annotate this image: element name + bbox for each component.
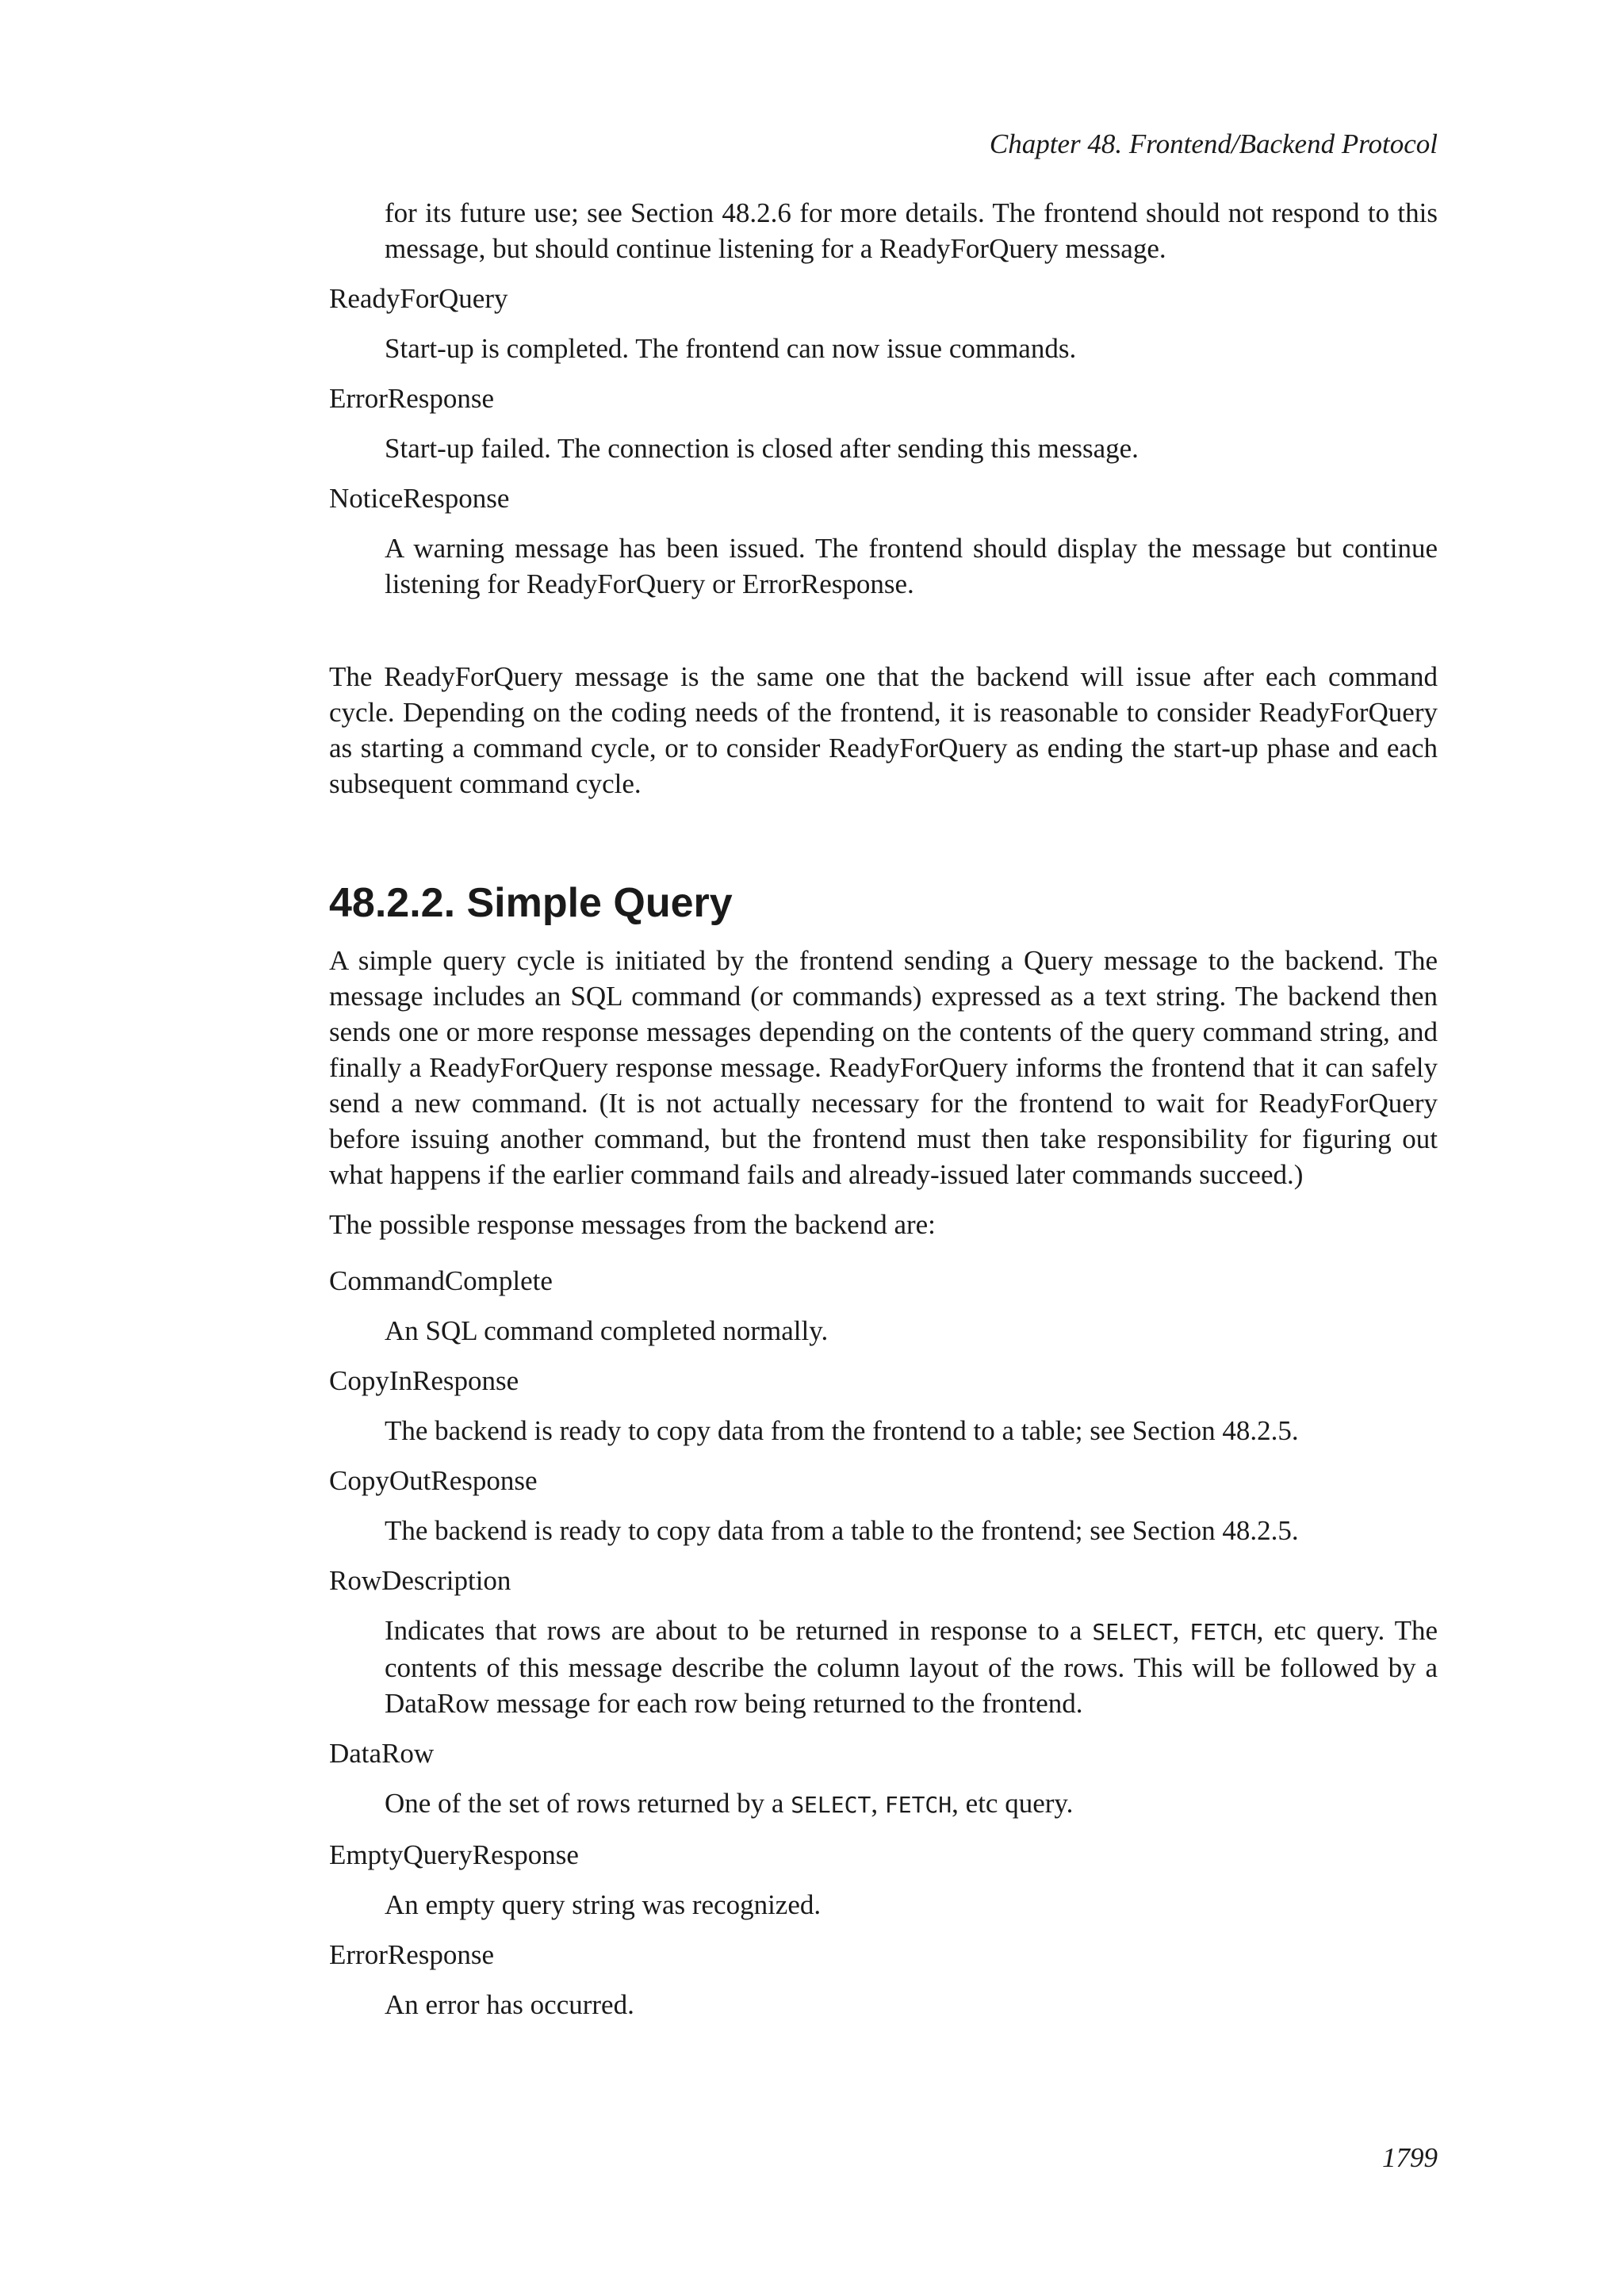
term-noticeresponse: NoticeResponse: [329, 483, 510, 514]
desc-text: , etc query.: [952, 1788, 1074, 1819]
ready-for-query-paragraph: The ReadyForQuery message is the same one that the backend will issue after each command cycle. Depending on the coding needs of the frontend, it is reasonable to consider ReadyForQuery as starting a command cycle, or to consider ReadyForQuery as ending the start-up phase and each subsequent command cycle.: [329, 661, 1438, 799]
page-content: [329, 195, 1438, 2022]
desc-noticeresponse: A warning message has been issued. The frontend should display the message but continue listening for ReadyForQuery or ErrorResponse.: [385, 533, 1438, 599]
desc-text: One of the set of rows returned by a: [385, 1788, 791, 1819]
desc-separator: ,: [1172, 1615, 1190, 1646]
code-select: SELECT: [1092, 1619, 1173, 1645]
term-emptyqueryresponse: EmptyQueryResponse: [329, 1839, 579, 1870]
code-fetch: FETCH: [1189, 1619, 1257, 1645]
response-list-intro: The possible response messages from the backend are:: [329, 1209, 936, 1240]
desc-copyoutresponse: The backend is ready to copy data from a table to the frontend; see Section 48.2.5.: [385, 1515, 1299, 1546]
code-fetch: FETCH: [884, 1792, 952, 1818]
desc-errorresponse-startup: Start-up failed. The connection is closed after sending this message.: [385, 433, 1139, 464]
desc-text: , etc query. The contents of this message describe the column layout of the rows. This will be followed by a DataRow message for each row being returned to the frontend.: [385, 1615, 1438, 1719]
section-heading: 48.2.2. Simple Query: [329, 880, 733, 926]
desc-copyinresponse: The backend is ready to copy data from the frontend to a table; see Section 48.2.5.: [385, 1415, 1299, 1446]
desc-commandcomplete: An SQL command completed normally.: [385, 1315, 829, 1346]
desc-readyforquery: Start-up is completed. The frontend can now issue commands.: [385, 333, 1077, 364]
desc-emptyqueryresponse: An empty query string was recognized.: [385, 1889, 822, 1920]
term-commandcomplete: CommandComplete: [329, 1265, 553, 1296]
code-select: SELECT: [791, 1792, 871, 1818]
term-errorresponse: ErrorResponse: [329, 1939, 495, 1970]
term-errorresponse-startup: ErrorResponse: [329, 383, 495, 414]
running-header: Chapter 48. Frontend/Backend Protocol: [989, 128, 1438, 159]
term-datarow: DataRow: [329, 1738, 435, 1769]
term-readyforquery: ReadyForQuery: [329, 283, 508, 314]
desc-errorresponse: An error has occurred.: [385, 1989, 634, 2020]
simple-query-paragraph: A simple query cycle is initiated by the frontend sending a Query message to the backend. The message includes an SQL command (or commands) expressed as a text string. The backend then sends one or more response messages depending on the contents of the query command string, and finally a ReadyForQuery response message. ReadyForQuery informs the frontend that it can safely send a new command. (It is not actually necessary for the frontend to wait for ReadyForQuery before issuing another command, but the frontend must then take responsibility for figuring out what happens if the earlier command fails and already-issued later commands succeed.): [329, 945, 1438, 1190]
desc-text: Indicates that rows are about to be returned in response to a: [385, 1615, 1093, 1646]
term-rowdescription: RowDescription: [329, 1565, 511, 1596]
term-copyinresponse: CopyInResponse: [329, 1365, 519, 1396]
desc-separator: ,: [871, 1788, 885, 1819]
term-copyoutresponse: CopyOutResponse: [329, 1465, 538, 1496]
desc-rowdescription: [385, 1613, 1438, 1721]
desc-datarow: [385, 1785, 1438, 1823]
list-item-continuation: for its future use; see Section 48.2.6 for more details. The frontend should not respond to this message, but should continue listening for a ReadyForQuery message.: [385, 197, 1438, 264]
page-number: 1799: [1382, 2142, 1438, 2173]
